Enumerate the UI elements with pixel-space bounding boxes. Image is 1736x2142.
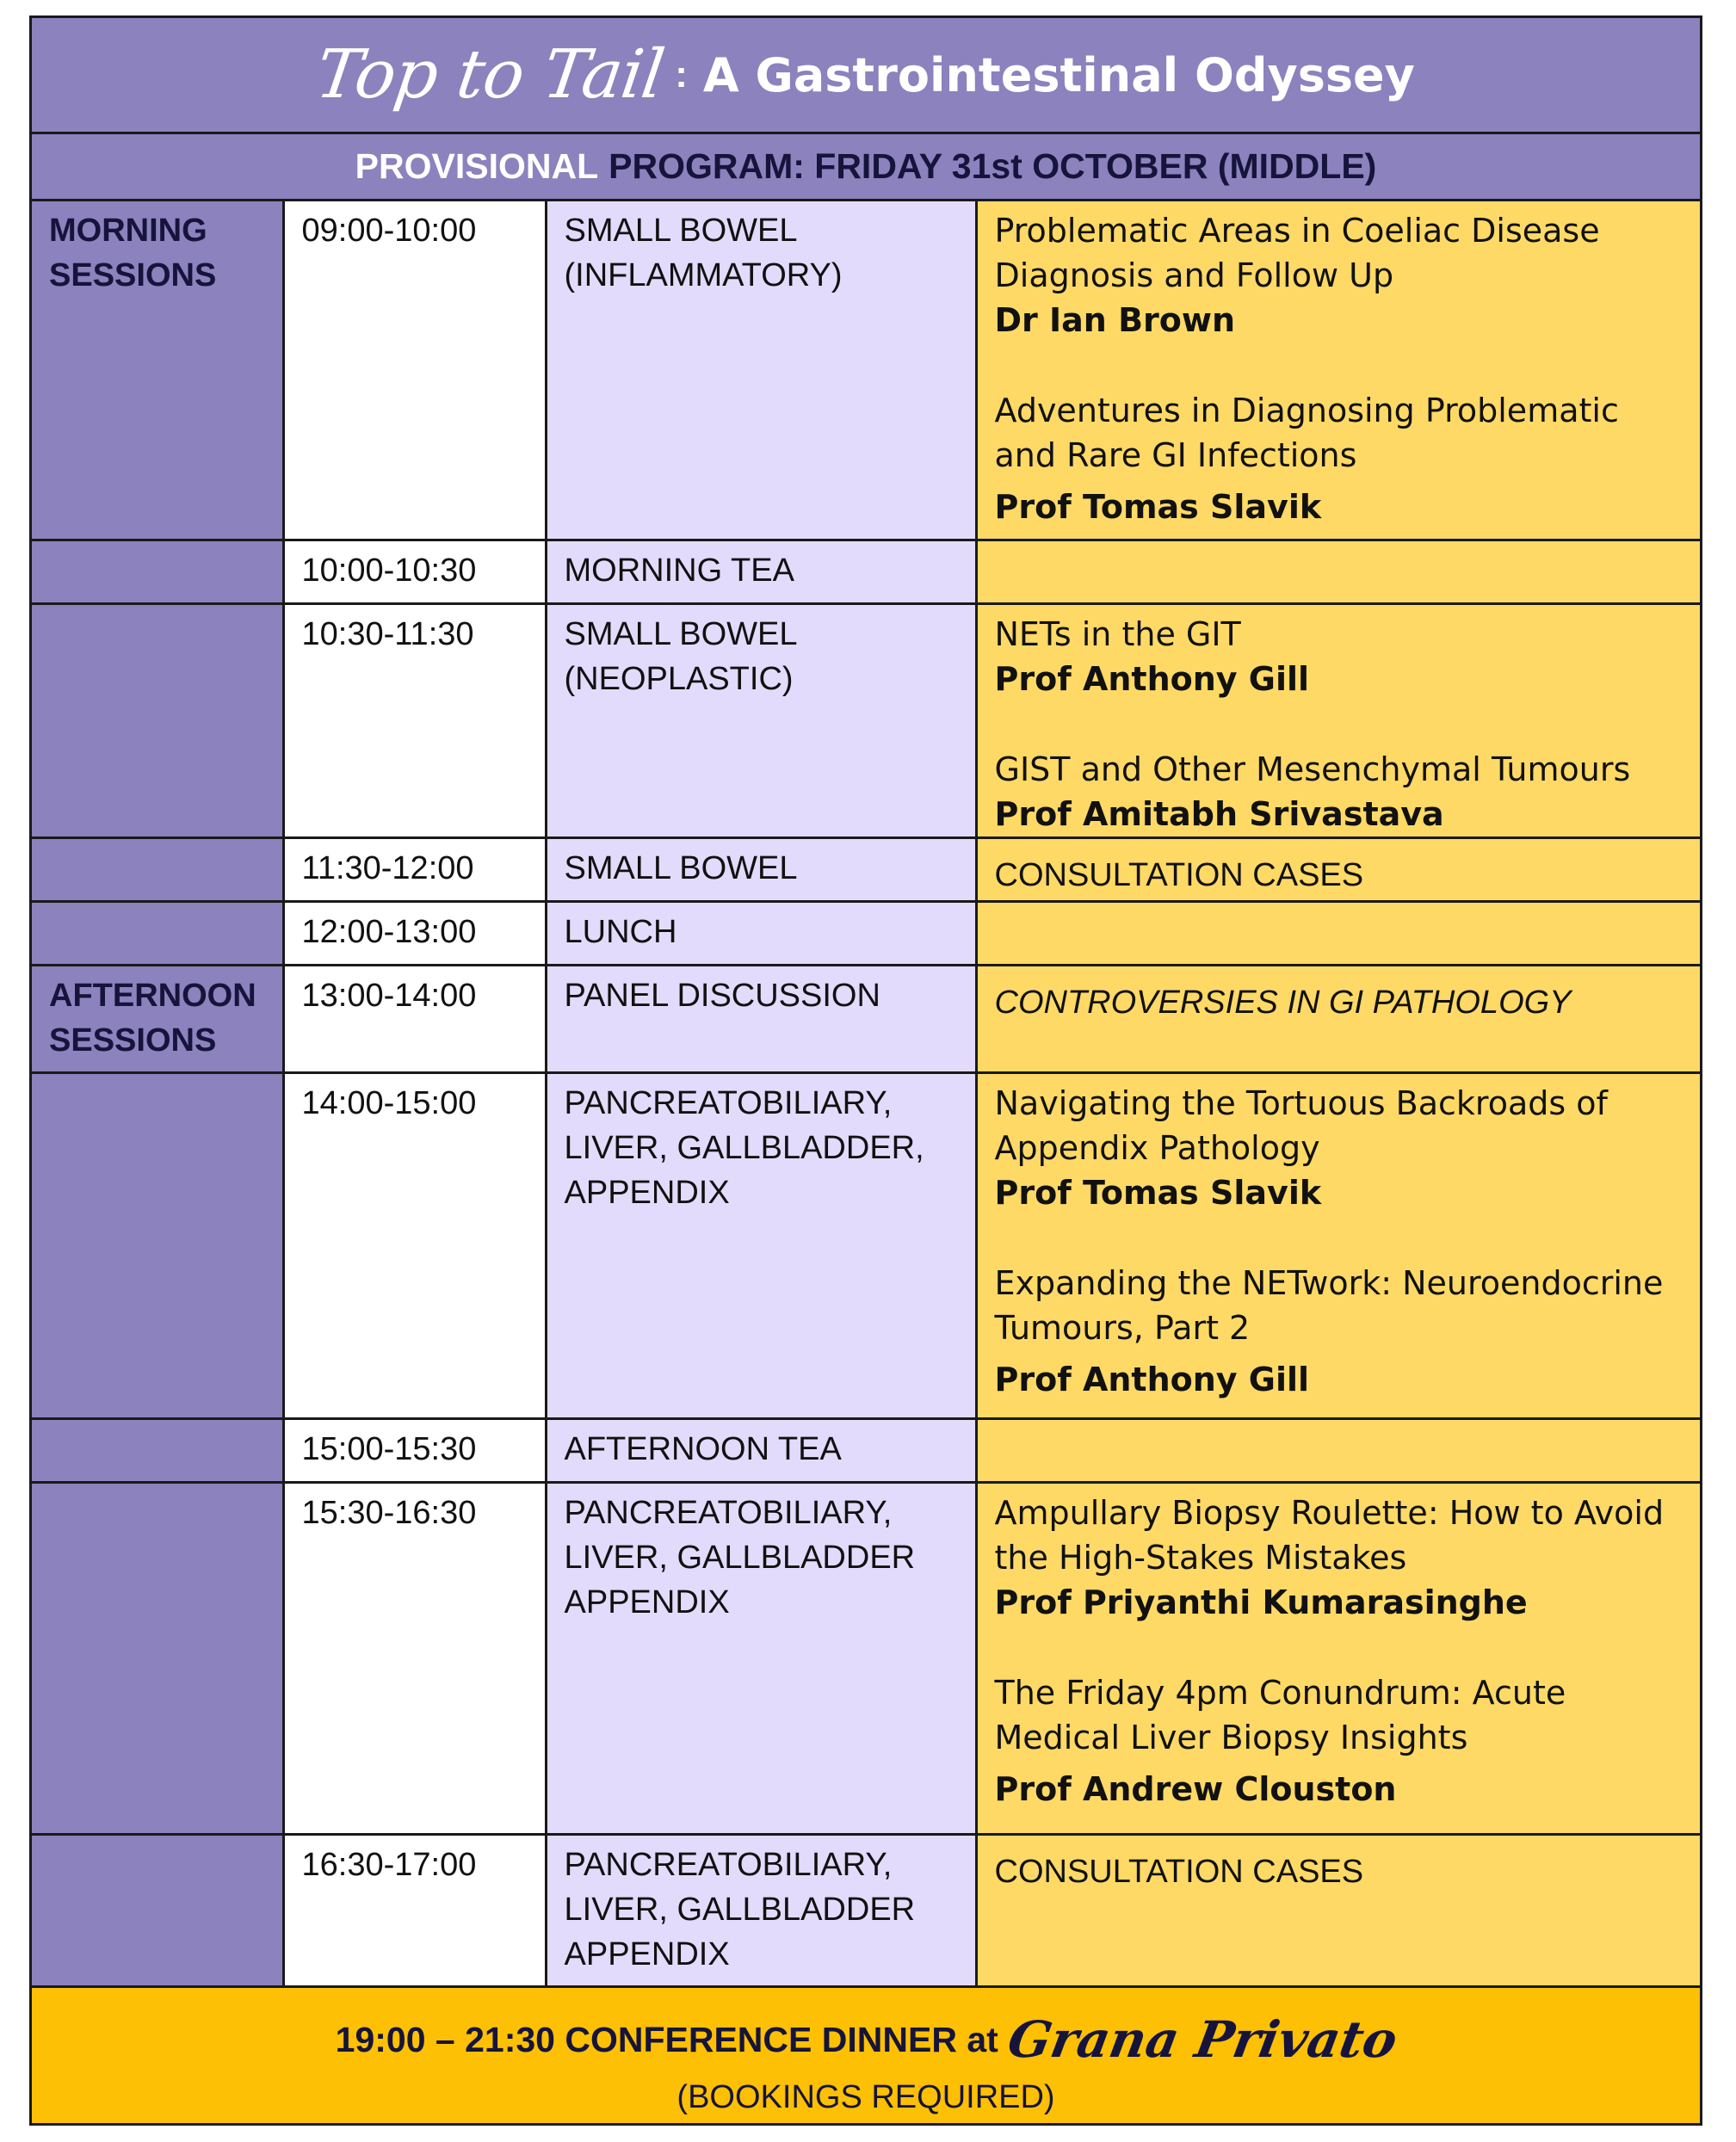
provisional-label: PROVISIONAL [355,146,599,186]
dinner-text: 19:00 – 21:30 CONFERENCE DINNER at [335,2019,998,2059]
session-label [32,540,283,603]
speaker-name: Dr Ian Brown [994,301,1236,339]
speaker-name: Prof Tomas Slavik [994,1173,1322,1212]
time-slot: 12:00-13:00 [283,901,546,965]
time-slot: 14:00-15:00 [283,1072,546,1418]
time-slot: 15:00-15:30 [283,1418,546,1482]
table-row [32,1482,1700,1834]
talk-cell [976,1482,1700,1834]
panel-topic: CONTROVERSIES IN GI PATHOLOGY [994,984,1572,1021]
table-row [32,1418,1700,1482]
table-row [32,1072,1700,1418]
session-label [32,1072,283,1418]
title-banner [32,18,1700,134]
talk-cell [976,201,1700,540]
talk-cell [976,540,1700,603]
table-row [32,603,1700,837]
category: SMALL BOWEL (INFLAMMATORY) [546,201,976,540]
category: PANEL DISCUSSION [546,965,976,1072]
table-row [32,1834,1700,1988]
page-title: A Gastrointestinal Odyssey [702,47,1415,102]
session-label: AFTERNOON SESSIONS [32,965,283,1072]
script-logo-title: Top to Tail [311,36,669,114]
table-row [32,901,1700,965]
category: PANCREATOBILIARY, LIVER, GALLBLADDER, APPENDIX [546,1072,976,1418]
consultation-label: CONSULTATION CASES [994,1853,1364,1890]
schedule-table [32,201,1700,1990]
category: AFTERNOON TEA [546,1418,976,1482]
talk-title: Problematic Areas in Coeliac Disease Diagnosis and Follow Up [994,212,1600,294]
category: MORNING TEA [546,540,976,603]
session-label [32,837,283,901]
talk-cell [976,837,1700,901]
time-slot: 10:30-11:30 [283,603,546,837]
talk-cell [976,1834,1700,1988]
table-row [32,965,1700,1072]
speaker-name: Prof Andrew Clouston [994,1769,1397,1808]
talk-title: Ampullary Biopsy Roulette: How to Avoid the High-Stakes Mistakes [994,1493,1665,1577]
speaker-name: Prof Tomas Slavik [994,488,1322,526]
table-row [32,837,1700,901]
session-label [32,1834,283,1988]
program-heading [32,134,1700,201]
speaker-name: Prof Amitabh Srivastava [994,794,1444,833]
table-row [32,201,1700,540]
category: PANCREATOBILIARY, LIVER, GALLBLADDER APPENDIX [546,1834,976,1988]
time-slot: 10:00-10:30 [283,540,546,603]
time-slot: 15:30-16:30 [283,1482,546,1834]
speaker-name: Prof Anthony Gill [994,659,1310,698]
session-label [32,1418,283,1482]
category: PANCREATOBILIARY, LIVER, GALLBLADDER APPENDIX [546,1482,976,1834]
speaker-name: Prof Priyanthi Kumarasinghe [994,1583,1528,1621]
table-row [32,540,1700,603]
talk-title: Expanding the NETwork: Neuroendocrine Tumours, Part 2 [994,1263,1664,1347]
consultation-label: CONSULTATION CASES [994,856,1364,893]
session-label [32,603,283,837]
category: SMALL BOWEL (NEOPLASTIC) [546,603,976,837]
talk-cell [976,901,1700,965]
talk-cell [976,603,1700,837]
category: SMALL BOWEL [546,837,976,901]
title-colon: : [675,53,688,96]
session-label [32,1482,283,1834]
time-slot: 13:00-14:00 [283,965,546,1072]
speaker-name: Prof Anthony Gill [994,1360,1310,1398]
talk-title: Navigating the Tortuous Backroads of Appendix Pathology [994,1083,1608,1167]
talk-cell [976,1418,1700,1482]
venue-logo: Grana Privato [1003,2010,1402,2069]
talk-title: NETs in the GIT [994,614,1241,653]
talk-cell [976,965,1700,1072]
time-slot: 16:30-17:00 [283,1834,546,1988]
time-slot: 11:30-12:00 [283,837,546,901]
program-date: PROGRAM: FRIDAY 31st OCTOBER (MIDDLE) [609,146,1377,186]
dinner-banner [32,1985,1700,2123]
dinner-line [32,2010,1700,2069]
program-sheet [29,15,1702,2126]
session-label: MORNING SESSIONS [32,201,283,540]
talk-title: Adventures in Diagnosing Problematic and Rare GI Infections [994,392,1619,474]
time-slot: 09:00-10:00 [283,201,546,540]
talk-cell [976,1072,1700,1418]
category: LUNCH [546,901,976,965]
session-label [32,901,283,965]
talk-title: GIST and Other Mesenchymal Tumours [994,750,1631,788]
booking-note: (BOOKINGS REQUIRED) [676,2079,1055,2115]
talk-title: The Friday 4pm Conundrum: Acute Medical Liver Biopsy Insights [994,1673,1566,1756]
